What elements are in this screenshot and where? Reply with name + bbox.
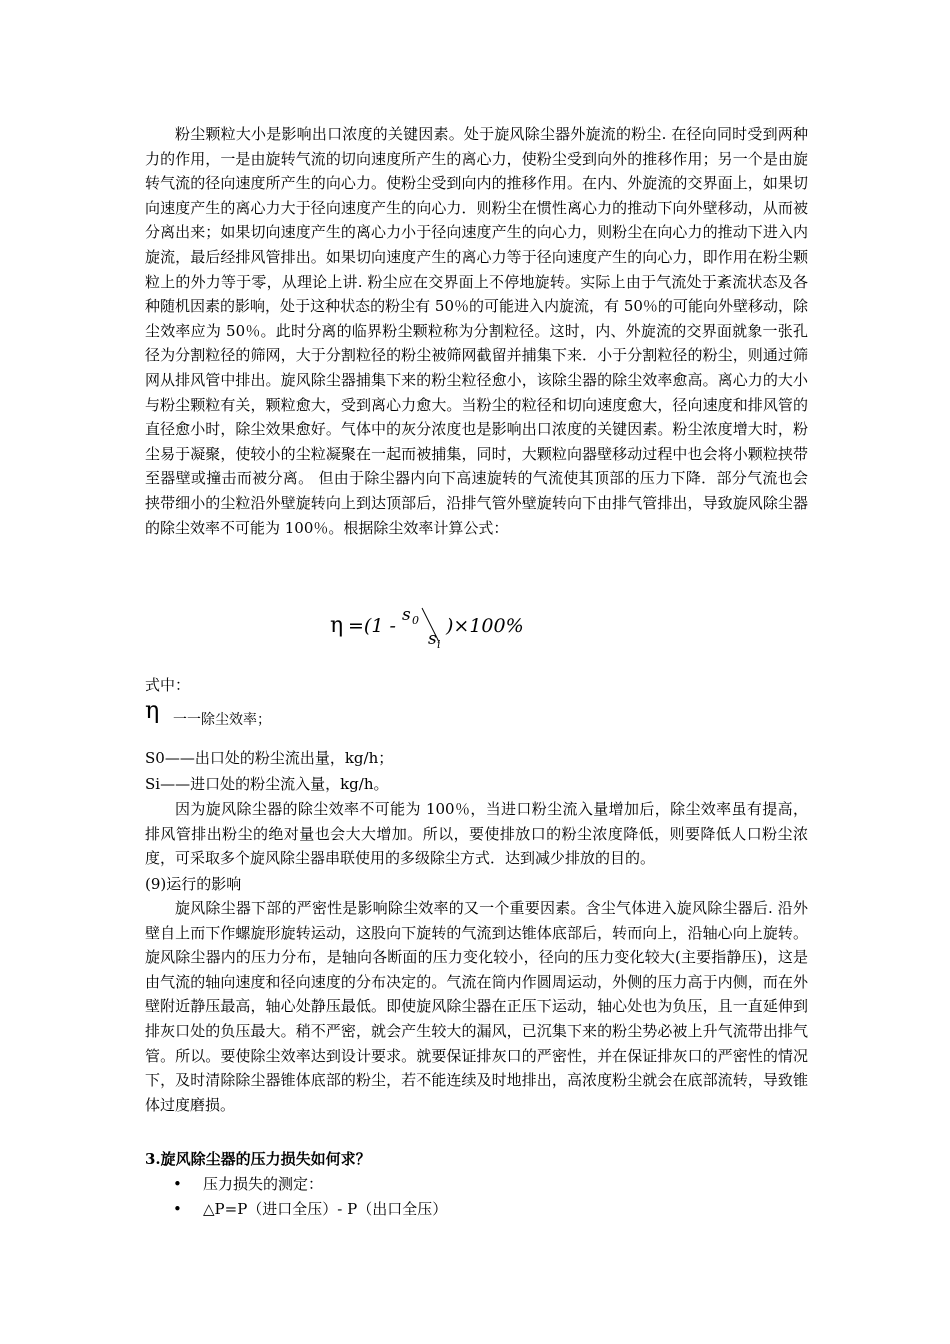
bullet-dot: •	[173, 1200, 182, 1218]
eta-symbol: η	[145, 696, 160, 724]
bullet-item	[173, 1197, 447, 1221]
formula-left: =(1 -	[348, 615, 396, 637]
question-heading: 3.旋风除尘器的压力损失如何求？	[145, 1150, 371, 1168]
si-definition: Si——进口处的粉尘流入量，kg/h。	[145, 775, 389, 793]
formula-s0: s	[402, 605, 411, 625]
bullet-text: △P=P（进口全压）- P（出口全压）	[203, 1200, 448, 1218]
paragraph-particle-size: 粉尘颗粒大小是影响出口浓度的关键因素。处于旋风除尘器外旋流的粉尘. 在径向同时受到两种力的作用，一是由旋转气流的切向速度所产生的离心力，使粉尘受到向外的推移作用；另一个是由旋转气流的径向速度所产生的向心力。使粉尘受到向内的推移作用。在内、外旋流的交界面上，如果切向速度产生的离心力大于径向速度产生的向心力．则粉尘在惯性离心力的推动下向外壁移动，从而被分离出来；如果切向速度产生的离心力小于径向速度产生的向心力，则粉尘在向心力的推动下进入内旋流，最后经排风管排出。如果切向速度产生的离心力等于径向速度产生的向心力，即作用在粉尘颗粒上的外力等于零，从理论上讲. 粉尘应在交界面上不停地旋转。实际上由于气流处于紊流状态及各种随机因素的影响，处于这种状态的粉尘有 50％的可能进入内旋流，有 50％的可能向外壁移动，除尘效率应为 50％。此时分离的临界粉尘颗粒称为分割粒径。这时，内、外旋流的交界面就象一张孔径为分割粒径的筛网，大于分割粒径的粉尘被筛网截留并捕集下来．小于分割粒径的粉尘，则通过筛网从排风管中排出。旋风除尘器捕集下来的粉尘粒径愈小，该除尘器的除尘效率愈高。离心力的大小与粉尘颗粒有关，颗粒愈大，受到离心力愈大。当粉尘的粒径和切向速度愈大，径向速度和排风管的直径愈小时，除尘效果愈好。气体中的灰分浓度也是影响出口浓度的关键因素。粉尘浓度增大时，粉尘易于凝聚，使较小的尘粒凝聚在一起而被捕集，同时，大颗粒向器壁移动过程中也会将小颗粒挟带至器壁或撞击而被分离。 但由于除尘器内向下高速旋转的气流使其顶部的压力下降．部分气流也会挟带细小的尘粒沿外壁旋转向上到达顶部后，沿排气管外壁旋转向下由排气管排出，导致旋风除尘器的除尘效率不可能为 100％。根据除尘效率计算公式：	[145, 125, 808, 537]
formula-si: s	[428, 629, 437, 649]
bullet-dot: •	[173, 1175, 182, 1193]
bullet-item	[173, 1172, 323, 1196]
formula-right: )×100%	[446, 615, 524, 637]
efficiency-formula	[330, 600, 630, 660]
formula-svg	[330, 600, 630, 660]
paragraph-multistage: 因为旋风除尘器的除尘效率不可能为 100％，当进口粉尘流入量增加后，除尘效率虽有提高，排风管排出粉尘的绝对量也会大大增加。所以，要使排放口的粉尘浓度降低，则要降低人口粉尘浓度，可采取多个旋风除尘器串联使用的多级除尘方式．达到减少排放的目的。	[145, 800, 808, 868]
formula-s0-sub: 0	[412, 614, 419, 627]
bullet-text: 压力损失的测定：	[203, 1175, 324, 1193]
section-operation-heading: (9)运行的影响	[145, 875, 242, 893]
eta-definition: 一一除尘效率；	[173, 712, 271, 728]
paragraph-operation: 旋风除尘器下部的严密性是影响除尘效率的又一个重要因素。含尘气体进入旋风除尘器后. 沿外壁自上而下作螺旋形旋转运动，这股向下旋转的气流到达锥体底部后，转而向上，沿轴心向上旋转。旋风除尘器内的压力分布，是轴向各断面的压力变化较小，径向的压力变化较大(主要指静压)，这是由气流的轴向速度和径向速度的分布决定的。气流在筒内作圆周运动，外侧的压力高于内侧，而在外壁附近静压最高，轴心处静压最低。即使旋风除尘器在正压下运动，轴心处也为负压，且一直延伸到排灰口处的负压最大。稍不严密，就会产生较大的漏风，已沉集下来的粉尘势必被上升气流带出排气管。所以。要使除尘效率达到设计要求。就要保证排灰口的严密性，并在保证排灰口的严密性的情况下，及时清除除尘器锥体底部的粉尘，若不能连续及时地排出，高浓度粉尘就会在底部流转，导致锥体过度磨损。	[145, 899, 808, 1114]
formula-si-sub: i	[437, 638, 441, 651]
formula-eta: η	[330, 613, 344, 638]
s0-definition: S0——出口处的粉尘流出量，kg/h；	[145, 749, 394, 767]
where-label: 式中：	[145, 676, 191, 694]
